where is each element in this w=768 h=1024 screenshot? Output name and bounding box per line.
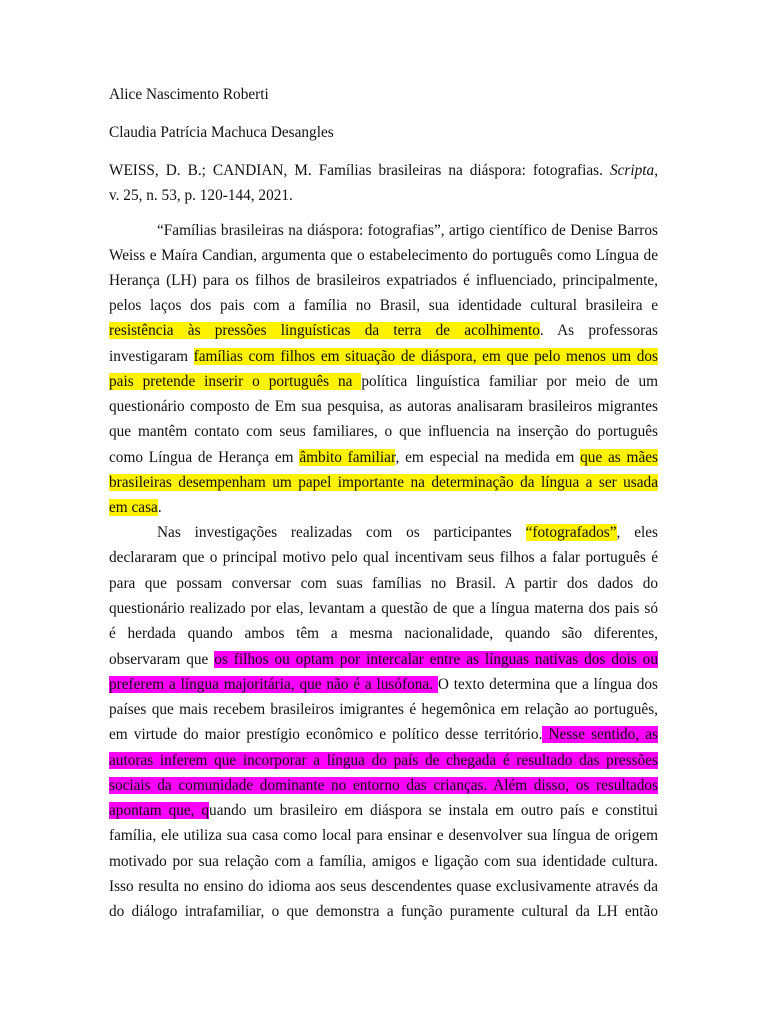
yellow-highlight: âmbito familiar	[299, 449, 396, 466]
paragraph-2-line: é herdada quando ambos têm a mesma nacionalidade, quando são diferentes,	[109, 625, 658, 642]
magenta-highlight: autoras inferem que incorporar a língua do país de chegada é resultado das pressões	[109, 752, 658, 769]
magenta-highlight: Nesse sentido, as	[542, 726, 658, 743]
paragraph-2-line: preferem a língua majoritária, que não é a lusófona. O texto determina que a língua dos	[109, 676, 658, 693]
paragraph-2-line: observaram que os filhos ou optam por intercalar entre as línguas nativas dos dois ou	[109, 651, 658, 668]
yellow-highlight: “fotografados”	[525, 524, 617, 541]
magenta-highlight: apontam que, q	[109, 802, 210, 819]
magenta-highlight: preferem a língua majoritária, que não é a lusófona.	[109, 676, 438, 693]
magenta-highlight: sociais da comunidade dominante no entorno das crianças. Além disso, os resultados	[109, 777, 658, 794]
magenta-highlight: os filhos ou optam por intercalar entre as línguas nativas dos dois ou	[214, 651, 658, 668]
yellow-highlight: que as mães	[580, 449, 658, 466]
paragraph-2-line: questionário realizado por elas, levantam a questão de que a língua materna dos pais só	[109, 600, 658, 617]
paragraph-1-line: Weiss e Maíra Candian, argumenta que o estabelecimento do português como Língua de	[109, 247, 658, 264]
paragraph-2-line: para que possam conversar com suas famílias no Brasil. A partir dos dados do	[109, 575, 658, 592]
journal-title: Scripta	[609, 162, 655, 179]
yellow-highlight: famílias com filhos em situação de diáspora, em que pelo menos um dos	[193, 348, 658, 365]
paragraph-1-line: Herança (LH) para os filhos de brasileiros expatriados é influenciado, principalmente,	[109, 272, 658, 289]
paragraph-1-line	[109, 472, 658, 494]
paragraph-1-line: “Famílias brasileiras na diáspora: fotografias”, artigo científico de Denise Barros	[157, 222, 658, 239]
paragraph-1-line: questionário composto de Em sua pesquisa, as autoras analisaram brasileiros migrantes	[109, 398, 658, 415]
paragraph-1-line: pais pretende inserir o português na política linguística familiar por meio de um	[109, 373, 658, 390]
reference-line-2: v. 25, n. 53, p. 120-144, 2021.	[109, 187, 293, 204]
yellow-highlight: pais pretende inserir o português na	[109, 373, 362, 390]
yellow-highlight: resistência às pressões linguísticas da terra de acolhimento	[109, 322, 540, 339]
paragraph-2-line: países que mais recebem brasileiros imigrantes é hegemônica em relação ao português,	[109, 701, 658, 718]
paragraph-1-line: em casa.	[109, 499, 162, 516]
paragraph-2-line: declararam que o principal motivo pelo qual incentivam seus filhos a falar português é	[109, 549, 658, 566]
yellow-highlight: brasileiras desempenham um papel importante na determinação da língua a ser usada	[109, 474, 658, 491]
paragraph-1-line: pelos laços dos pais com a família no Brasil, sua identidade cultural brasileira e	[109, 297, 658, 314]
paragraph-2-line	[109, 775, 658, 797]
reference-line-1: WEISS, D. B.; CANDIAN, M. Famílias brasileiras na diáspora: fotografias. Scripta,	[109, 162, 659, 179]
paragraph-2-line	[109, 750, 658, 772]
yellow-highlight: em casa	[109, 499, 158, 516]
paragraph-2-line: Isso resulta no ensino do idioma aos seus descendentes quase exclusivamente através da	[109, 878, 658, 895]
paragraph-2-line: do diálogo intrafamiliar, o que demonstra a função puramente cultural da LH então	[109, 903, 658, 920]
paragraph-2-line: família, ele utiliza sua casa como local para ensinar e desenvolver sua língua de origem	[109, 827, 658, 844]
paragraph-1-line: como Língua de Herança em âmbito familiar, em especial na medida em que as mães	[109, 449, 658, 466]
author-name-1: Alice Nascimento Roberti	[109, 86, 269, 103]
paragraph-2-line: em virtude do maior prestígio econômico e político desse território. Nesse sentido, as	[109, 726, 658, 743]
paragraph-2-line: apontam que, quando um brasileiro em diáspora se instala em outro país e constitui	[109, 802, 658, 819]
paragraph-1-line: investigaram famílias com filhos em situação de diáspora, em que pelo menos um dos	[109, 348, 658, 365]
paragraph-1-line: resistência às pressões linguísticas da terra de acolhimento. As professoras	[109, 322, 658, 339]
paragraph-1-line: que mantêm contato com seus familiares, o que influencia na inserção do português	[109, 423, 658, 440]
paragraph-2-line: Nas investigações realizadas com os participantes “fotografados”, eles	[157, 524, 659, 541]
paragraph-2-line: motivado por sua relação com a família, amigos e ligação com sua identidade cultura.	[109, 853, 658, 870]
author-name-2: Claudia Patrícia Machuca Desangles	[109, 124, 334, 141]
